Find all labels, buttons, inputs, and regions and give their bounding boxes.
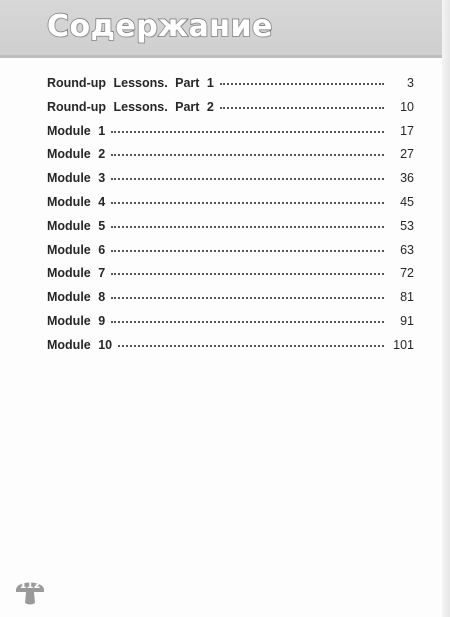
toc-entry-page: 63 (400, 242, 414, 257)
toc-entry-module-7[interactable] (47, 266, 414, 290)
toc-entry-page: 27 (400, 147, 414, 162)
toc-entry-module-10[interactable] (47, 338, 414, 362)
page-number: 112 (19, 580, 41, 591)
toc-entry-label: Module 5 (47, 218, 106, 233)
toc-entry-label: Module 2 (47, 147, 106, 162)
toc-entry-round-up-part-1[interactable] (47, 76, 414, 100)
toc-entry-label: Module 7 (47, 266, 106, 281)
toc-entry-page: 36 (400, 171, 414, 186)
toc-dot-leader (111, 297, 384, 299)
toc-entry-label: Module 1 (47, 123, 106, 138)
toc-dot-leader (111, 321, 384, 323)
page-edge-strip (442, 0, 450, 617)
toc-dot-leader (220, 83, 384, 85)
toc-entry-page: 45 (400, 194, 414, 209)
toc-entry-label: Module 3 (47, 171, 106, 186)
toc-entry-module-4[interactable] (47, 195, 414, 219)
toc-dot-leader (111, 178, 384, 180)
toc-dot-leader (111, 250, 384, 252)
toc-dot-leader (111, 131, 384, 133)
page-title: Содержание (47, 9, 273, 44)
toc-entry-module-1[interactable] (47, 124, 414, 148)
toc-dot-leader (111, 154, 384, 156)
toc-entry-page: 101 (393, 337, 414, 352)
toc-entry-module-6[interactable] (47, 243, 414, 267)
toc-entry-module-2[interactable] (47, 147, 414, 171)
toc-dot-leader (111, 226, 384, 228)
toc-entry-page: 3 (407, 76, 414, 90)
toc-entry-module-9[interactable] (47, 314, 414, 338)
toc-entry-page: 81 (400, 290, 414, 305)
table-of-contents (47, 76, 414, 362)
toc-entry-module-8[interactable] (47, 290, 414, 314)
toc-entry-label: Round-up Lessons. Part 1 (47, 76, 214, 90)
toc-entry-round-up-part-2[interactable] (47, 100, 414, 124)
toc-entry-page: 10 (400, 99, 414, 114)
toc-entry-module-3[interactable] (47, 171, 414, 195)
toc-entry-page: 72 (400, 266, 414, 281)
toc-entry-label: Module 6 (47, 242, 106, 257)
toc-entry-label: Module 9 (47, 313, 106, 328)
toc-dot-leader (111, 273, 384, 275)
toc-dot-leader (118, 345, 384, 347)
page-number-badge (14, 575, 46, 605)
toc-entry-label: Module 8 (47, 290, 106, 305)
toc-dot-leader (220, 107, 384, 109)
toc-entry-label: Module 4 (47, 194, 106, 209)
toc-entry-page: 91 (400, 313, 414, 328)
toc-entry-page: 17 (400, 123, 414, 138)
toc-entry-page: 53 (400, 218, 414, 233)
toc-dot-leader (111, 202, 384, 204)
toc-entry-label: Round-up Lessons. Part 2 (47, 99, 214, 114)
toc-entry-module-5[interactable] (47, 219, 414, 243)
toc-entry-label: Module 10 (47, 337, 113, 352)
